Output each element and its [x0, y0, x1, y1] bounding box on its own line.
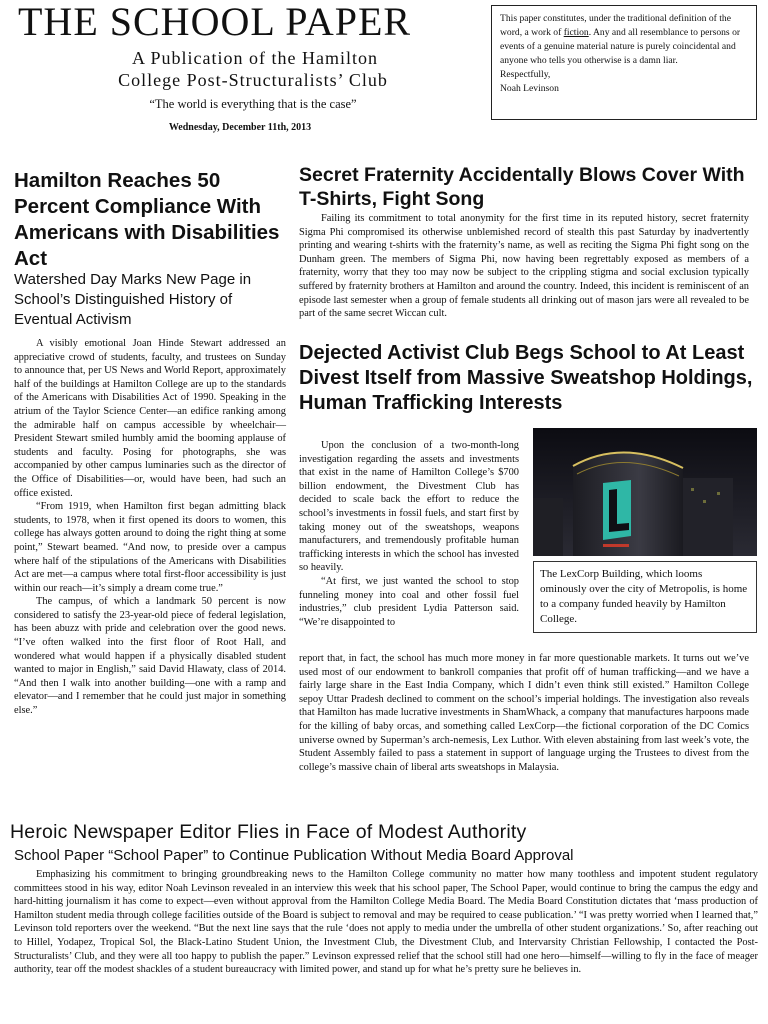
lexcorp-building-image [533, 428, 757, 556]
article-3-headline: Dejected Activist Club Begs School to At Least Divest Itself from Massive Sweatshop Holdings, Human Trafficking Interests [299, 342, 753, 414]
masthead-quote: “The world is everything that is the case” [149, 97, 357, 111]
article-1-paragraph-1: A visibly emotional Joan Hinde Stewart addressed an appreciative crowd of students, faculty, and trustees on Sunday to announce that, per US News and World Report, approximately half of the buildings at Hamilton College are up to the standards of the Americans with Disabilities Act of 1990. Speaking in the atrium of the Taylor Science Center—an edifice ranking among the admirable half on campus accessible by wheelchair—President Stewart smiled humbly amid the booming applause of students and faculty. Posing for photographs, she was accompanied by other campus luminaries such as the director of the Office of Disabilities—or, would have been, had such an office existed. [14, 338, 286, 499]
article-3-paragraph-1: Upon the conclusion of a two-month-long investigation regarding the assets and investments that exist in the name of Hamilton College’s $700 billion endowment, the Divestment Club has decided to scale back the effort to reduce the school’s investments in fossil fuels, and start first by taking money out of the sweatshops, weapons manufacturers, and tremendously profitable human trafficking interests in which the school has invested so heavily. [299, 440, 519, 574]
issue-date: Wednesday, December 11th, 2013 [168, 122, 312, 133]
masthead-subtitle-line1: A Publication of the Hamilton [132, 48, 378, 68]
disclaimer-text-after: . Any and all resemblance to persons or events of a genuine material nature is purely coincidental and anyone who tells you otherwise is a damn liar. [500, 27, 741, 66]
article-3-body-column [299, 439, 519, 629]
disclaimer-signature: Noah Levinson [500, 83, 559, 94]
masthead-subtitle-line2: College Post-Structuralists’ Club [118, 70, 388, 90]
article-3-body-continued [299, 652, 749, 774]
article-4-paragraph-1: Emphasizing his commitment to bringing groundbreaking news to the Hamilton College community no matter how many toothless and impotent student regulatory committees stood in his way, editor Noah Levinson revealed in an interview this week that his school paper, The School Paper, would continue to bring the campus the edgy and hard-hitting journalism it has come to expect—even without approval from the Hamilton College Media Board. The Media Board Constitution dictates that ‘mass production of Hamilton student media through college facilities outside of the Board is subject to removal and may be required to cease publication.’ “I was pretty worried when I learned that,” Levinson told reporters over the weekend. “But the next line says that the rule ‘does not apply to media under the umbrella of other student organizations.’ So, after reaching out to Hillel, Yodapez, Tropical Sol, the Black-Latino Student Union, the Investment Club, the Divestment Club, and Intervarsity Christian Fellowship, I contacted the Post-Structuralists’ Club, and they were all too happy to publish the paper.” Levinson expressed relief that the school still had one hero—himself—willing to fly in the face of meager authority, tear off the modest shackles of a student bureaucracy with limited power, and stand up for what he’s pretty sure he believes in. [14, 869, 758, 976]
lexcorp-building-illustration [533, 428, 757, 556]
article-1-body [14, 337, 286, 718]
disclaimer-signoff: Respectfully, [500, 69, 551, 80]
image-caption: The LexCorp Building, which looms ominously over the city of Metropolis, is home to a company funded heavily by Hamilton College. [533, 561, 757, 633]
masthead-title: THE SCHOOL PAPER [18, 0, 412, 44]
disclaimer-text-before: This paper constitutes, under the traditional definition of the word, a work of [500, 13, 731, 38]
article-1-paragraph-3: The campus, of which a landmark 50 percent is now considered to satisfy the 23-year-old piece of federal legislation, has been abuzz with pride and celebration over the good news. “I’ve often walked into the first floor of Root Hall, and wondered what would happen if a physically disabled student wanted to major in English,” said David Hlawaty, class of 2014. “And then I walk into another building—one with a ramp and elevator—and I remember that he could just major in something else.” [14, 596, 286, 717]
article-3-paragraph-continued: report that, in fact, the school has much more money in far more questionable markets. It turns out we’ve used most of our endowment to bankroll companies that profit off of human trafficking—and we have a fairly large share in the East India Company, which I didn’t even think still existed.” Hamilton College sepoy Uttar Pradesh declined to comment on the school’s imperial holdings. The investigation also reveals that Hamilton has made lucrative investments in ShamWhack, a company that manufactures harpoons made for the killing of baby orcas, and something called LexCorp—the fictional corporation of the DC Comics universe owned by Superman’s arch-nemesis, Lex Luthor. With eleven abstaining from last week’s vote, the Student Assembly failed to pass a statement in support of language urging the Trustees to divest from the college’s massive chain of liberal arts sweatshops in Malaysia. [299, 653, 749, 773]
article-2-body [299, 212, 749, 321]
disclaimer-fiction-word: fiction [563, 27, 589, 38]
article-1-headline: Hamilton Reaches 50 Percent Compliance With Americans with Disabilities Act [14, 169, 280, 270]
article-2-paragraph-1: Failing its commitment to total anonymity for the first time in its reputed history, secret fraternity Sigma Phi compromised its otherwise unblemished record of stealth this past Saturday by inadvertently printing and wearing t-shirts with the fraternity’s name, as well as reciting the Sigma Phi fight song on the Dunham green. The members of Sigma Phi, now having been regrettably exposed as members of a fraternity, worry that they too may now be subject to the crippling stigma and social exclusion typically suffered by fraternity brothers at Hamilton and around the country. Indeed, this incident is reminiscent of an episode last semester when a group of female students all drinking out of mason jars were all revealed to be part of the same secret Wiccan cult. [299, 213, 749, 320]
article-4-body [14, 868, 758, 977]
article-3-paragraph-2: “At first, we just wanted the school to stop funneling money into coal and other fossil fuel industries,” club president Lydia Patterson said. “We’re disappointed to [299, 575, 519, 628]
article-2-headline: Secret Fraternity Accidentally Blows Cover With T-Shirts, Fight Song [299, 164, 745, 210]
article-4-headline: Heroic Newspaper Editor Flies in Face of Modest Authority [10, 821, 527, 843]
disclaimer-box [491, 5, 757, 120]
article-1-deck: Watershed Day Marks New Page in School’s Distinguished History of Eventual Activism [14, 271, 252, 328]
article-4-deck: School Paper “School Paper” to Continue Publication Without Media Board Approval [14, 847, 574, 864]
article-1-paragraph-2: “From 1919, when Hamilton first began admitting black students, to 1978, when it first opened its doors to women, this college has always gotten around to doing the right thing at some point,” Stewart beamed. “And now, to preside over a campus where half of the stipulations of the Americans with Disabilities Act are met—a campus where total first-floor accessibility is just within our reach—it’s simply a dream come true.” [14, 501, 286, 594]
